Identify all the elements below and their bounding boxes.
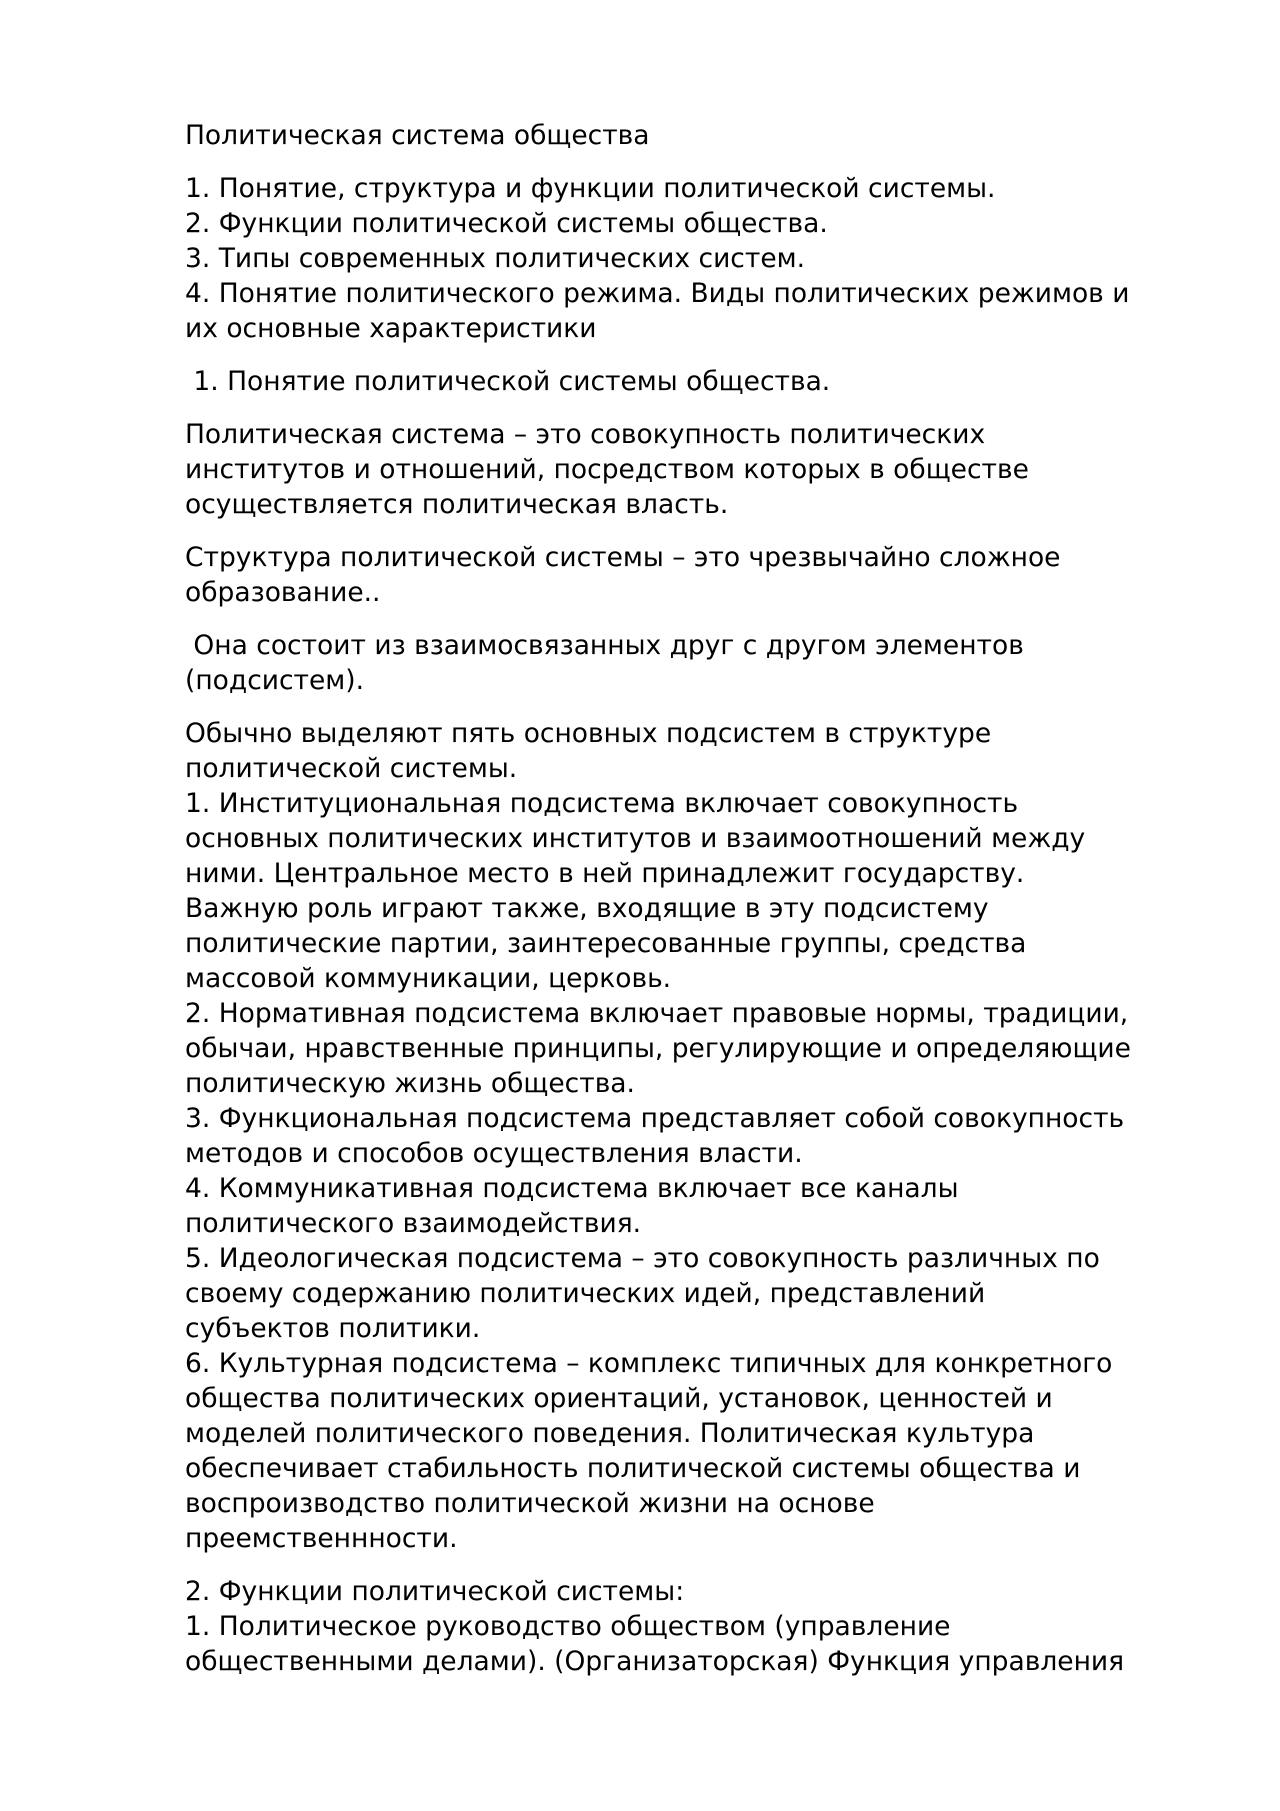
text-line: субъектов политики. [185, 1313, 481, 1344]
paragraph [185, 716, 1195, 1556]
text-line: обеспечивает стабильность политической системы общества и [185, 1453, 1081, 1484]
text-line: общества политических ориентаций, установок, ценностей и [185, 1383, 1053, 1414]
text-line: 1. Понятие политической системы общества. [185, 366, 831, 397]
text-line: обычаи, нравственные принципы, регулирующие и определяющие [185, 1033, 1131, 1064]
text-line: моделей политического поведения. Политическая культура [185, 1418, 1035, 1449]
text-line: 3. Типы современных политических систем. [185, 243, 806, 274]
document-body [185, 171, 1195, 1679]
text-line: своему содержанию политических идей, представлений [185, 1278, 986, 1309]
text-line: 2. Функции политической системы общества. [185, 208, 828, 239]
text-line: преемственнности. [185, 1523, 458, 1554]
text-line: 3. Функциональная подсистема представляет собой совокупность [185, 1103, 1125, 1134]
text-line: 6. Культурная подсистема – комплекс типичных для конкретного [185, 1348, 1113, 1379]
text-line: воспроизводство политической жизни на основе [185, 1488, 875, 1519]
text-line: институтов и отношений, посредством которых в обществе [185, 454, 1029, 485]
text-line: политического взаимодействия. [185, 1208, 642, 1239]
text-line: 5. Идеологическая подсистема – это совокупность различных по [185, 1243, 1100, 1274]
text-line: образование.. [185, 577, 381, 608]
paragraph [185, 1574, 1195, 1679]
text-line: общественными делами). (Организаторская) Функция управления [185, 1646, 1125, 1677]
text-line: ними. Центральное место в ней принадлежит государству. [185, 858, 1025, 889]
text-line: 2. Функции политической системы: [185, 1576, 685, 1607]
text-line: политической системы. [185, 753, 518, 784]
paragraph [185, 417, 1195, 522]
text-line: методов и способов осуществления власти. [185, 1138, 803, 1169]
text-line: основных политических институтов и взаимоотношений между [185, 823, 1086, 854]
document-page [185, 118, 1195, 1697]
text-line: (подсистем). [185, 665, 365, 696]
text-line: политические партии, заинтересованные группы, средства [185, 928, 1027, 959]
text-line: 1. Политическое руководство обществом (управление [185, 1611, 951, 1642]
text-line: 1. Институциональная подсистема включает совокупность [185, 788, 1019, 819]
document-title: Политическая система общества [185, 120, 650, 151]
text-line: 4. Понятие политического режима. Виды политических режимов и [185, 278, 1130, 309]
text-line: их основные характеристики [185, 313, 597, 344]
text-line: Политическая система – это совокупность политических [185, 419, 986, 450]
text-line: Структура политической системы – это чрезвычайно сложное [185, 542, 1061, 573]
text-line: политическую жизнь общества. [185, 1068, 635, 1099]
text-line: 2. Нормативная подсистема включает правовые нормы, традиции, [185, 998, 1129, 1029]
text-line: 1. Понятие, структура и функции политической системы. [185, 173, 996, 204]
text-line: Она состоит из взаимосвязанных друг с другом элементов [185, 630, 1024, 661]
text-line: массовой коммуникации, церковь. [185, 963, 672, 994]
text-line: 4. Коммуникативная подсистема включает все каналы [185, 1173, 959, 1204]
paragraph [185, 364, 1195, 399]
text-line: Важную роль играют также, входящие в эту подсистему [185, 893, 989, 924]
text-line: осуществляется политическая власть. [185, 489, 729, 520]
text-line: Обычно выделяют пять основных подсистем в структуре [185, 718, 992, 749]
paragraph [185, 540, 1195, 610]
paragraph [185, 171, 1195, 346]
paragraph [185, 628, 1195, 698]
